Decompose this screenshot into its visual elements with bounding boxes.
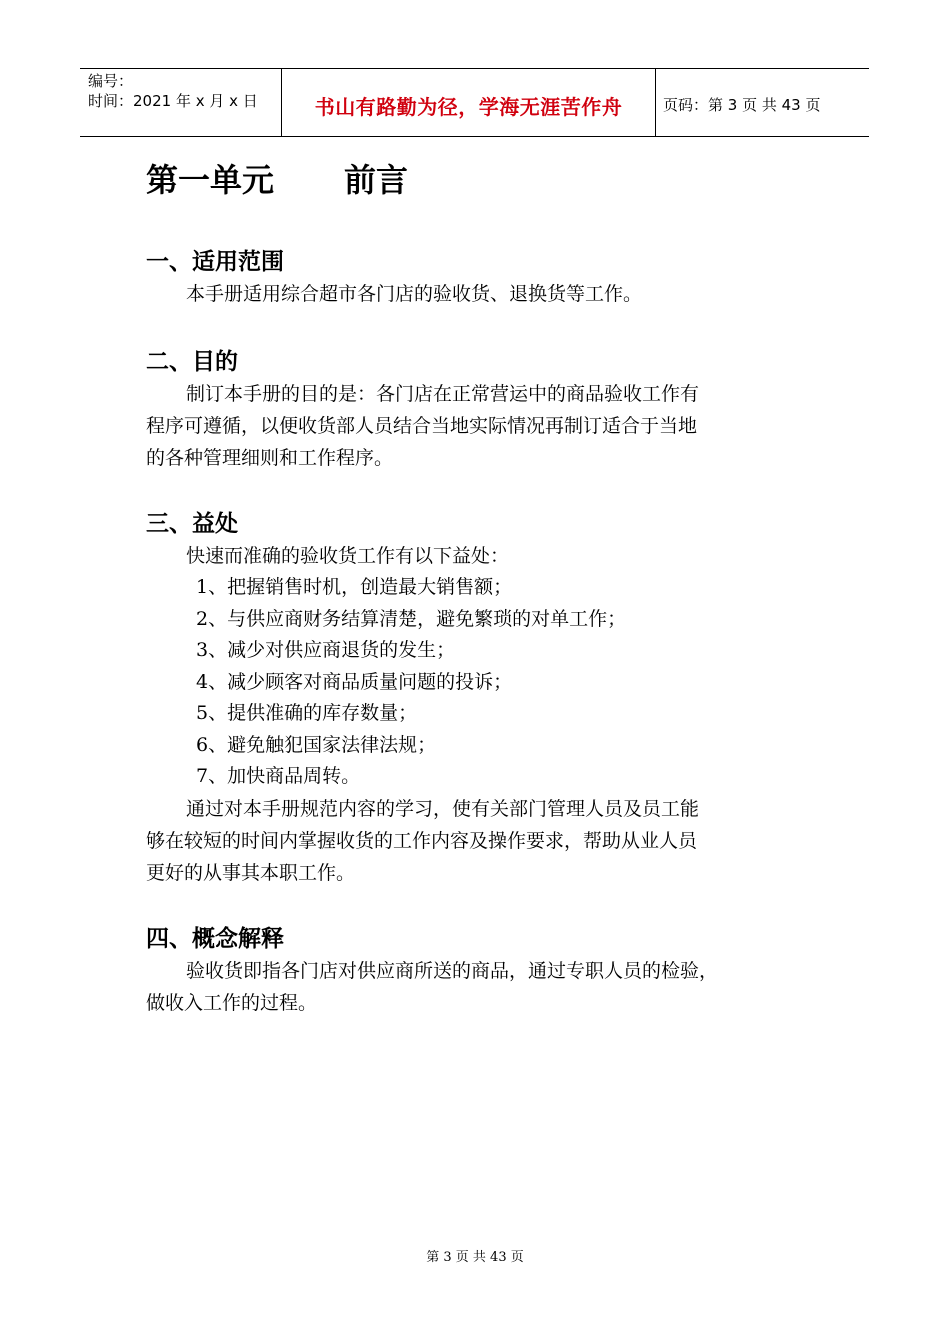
- header-motto-cell: [281, 69, 656, 136]
- page-footer: 第 3 页 共 43 页: [426, 1250, 524, 1265]
- paragraph-line: 更好的从事其本职工作。: [146, 861, 356, 884]
- list-item: 2、与供应商财务结算清楚，避免繁琐的对单工作；: [196, 607, 627, 630]
- header-page-info: 页码：第 3 页 共 43 页: [663, 96, 821, 114]
- header-info-cell: [80, 69, 281, 136]
- unit-prefix: 第一单元: [146, 161, 275, 199]
- document-body: [146, 150, 846, 1019]
- unit-title: [146, 150, 846, 210]
- section-heading: 三、益处: [146, 511, 238, 537]
- section-purpose: [146, 346, 846, 474]
- paragraph-line: 程序可遵循，以便收货部人员结合当地实际情况再制订适合于当地: [146, 415, 698, 437]
- list-item: 7、加快商品周转。: [196, 765, 361, 787]
- paragraph-line: 通过对本手册规范内容的学习，使有关部门管理人员及员工能: [186, 797, 700, 820]
- header-motto: 书山有路勤为径，学海无涯苦作舟: [314, 95, 623, 119]
- section-benefits: [146, 508, 846, 889]
- unit-name: 前言: [344, 161, 409, 199]
- paragraph-line: 够在较短的时间内掌握收货的工作内容及操作要求，帮助从业人员: [146, 829, 698, 852]
- section-scope: [146, 246, 846, 310]
- paragraph-line: 本手册适用综合超市各门店的验收货、退换货等工作。: [186, 283, 643, 305]
- list-item: 1、把握销售时机，创造最大销售额；: [196, 576, 513, 598]
- paragraph-line: 快速而准确的验收货工作有以下益处：: [186, 545, 510, 567]
- paragraph-line: 的各种管理细则和工作程序。: [146, 447, 394, 469]
- section-heading: 四、概念解释: [146, 925, 284, 952]
- document-number-label: 编号：: [88, 72, 134, 90]
- section-heading: 一、适用范围: [146, 249, 284, 275]
- list-item: 4、减少顾客对商品质量问题的投诉；: [196, 670, 513, 693]
- header-table: [80, 68, 869, 137]
- header-page-cell: [655, 69, 869, 136]
- list-item: 6、避免触犯国家法律法规；: [196, 733, 437, 756]
- paragraph-line: 制订本手册的目的是：各门店在正常营运中的商品验收工作有: [186, 383, 700, 405]
- list-item: 5、提供准确的库存数量；: [196, 702, 418, 724]
- list-item: 3、减少对供应商退货的发生；: [196, 639, 456, 661]
- section-definition: [146, 923, 846, 1019]
- paragraph-line: 验收货即指各门店对供应商所送的商品，通过专职人员的检验，: [186, 959, 719, 982]
- section-heading: 二、目的: [146, 349, 238, 375]
- paragraph-line: 做收入工作的过程。: [146, 991, 318, 1014]
- document-time-label: 时间：2021 年 x 月 x 日: [88, 92, 258, 110]
